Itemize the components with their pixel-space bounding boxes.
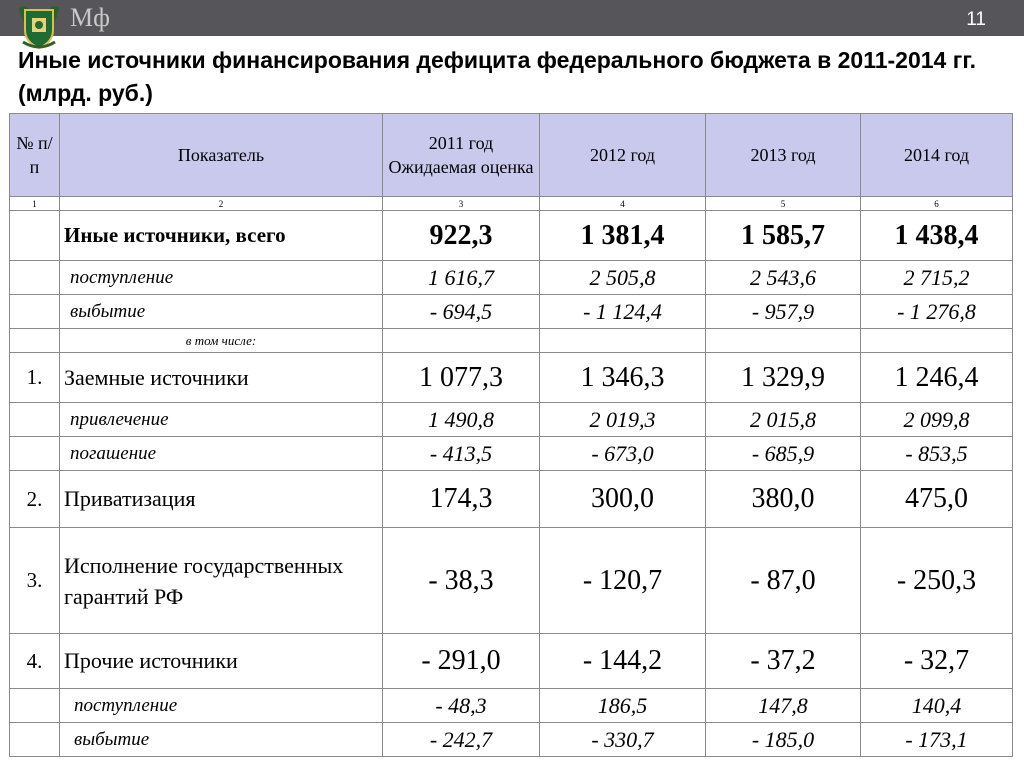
col-number: 6: [861, 197, 1013, 211]
value-cell: 2 099,8: [861, 403, 1013, 437]
column-numbers-row: [10, 197, 1013, 211]
col-number: 1: [10, 197, 60, 211]
value-cell: - 173,1: [861, 723, 1013, 757]
table-row-other-outflow: [10, 723, 1013, 757]
row-label: Прочие источники: [60, 634, 383, 689]
slide-title: Иные источники финансирования дефицита федерального бюджета в 2011-2014 гг. (млрд. руб.): [18, 47, 976, 106]
value-cell: 1 616,7: [383, 261, 540, 295]
value-cell: - 694,5: [383, 295, 540, 329]
value-cell: - 957,9: [706, 295, 861, 329]
row-index: 2.: [10, 471, 60, 528]
row-index: 4.: [10, 634, 60, 689]
col-header-num: № п/п: [10, 114, 60, 197]
value-cell: 186,5: [540, 689, 706, 723]
col-header-indicator: Показатель: [60, 114, 383, 197]
value-cell: 1 329,9: [706, 353, 861, 403]
col-number: 2: [60, 197, 383, 211]
value-cell: - 144,2: [540, 634, 706, 689]
value-cell: 300,0: [540, 471, 706, 528]
value-cell: - 1 276,8: [861, 295, 1013, 329]
value-cell: 1 077,3: [383, 353, 540, 403]
including-note: в том числе:: [60, 329, 383, 353]
row-index: [10, 295, 60, 329]
value-cell: 140,4: [861, 689, 1013, 723]
value-cell: - 291,0: [383, 634, 540, 689]
row-index: [10, 723, 60, 757]
row-index: [10, 437, 60, 471]
value-cell: - 330,7: [540, 723, 706, 757]
row-index: 3.: [10, 528, 60, 634]
table-row-loans: [10, 353, 1013, 403]
value-cell: 1 438,4: [861, 211, 1013, 261]
table-row-guarantees: [10, 528, 1013, 634]
row-label: привлечение: [60, 403, 383, 437]
value-cell: 1 346,3: [540, 353, 706, 403]
table-header-row: [10, 114, 1013, 197]
value-cell: 1 490,8: [383, 403, 540, 437]
table-row-loans-inflow: [10, 403, 1013, 437]
value-cell: - 853,5: [861, 437, 1013, 471]
value-cell: - 48,3: [383, 689, 540, 723]
value-cell: 380,0: [706, 471, 861, 528]
empty-cell: [540, 329, 706, 353]
value-cell: 2 543,6: [706, 261, 861, 295]
row-label: Исполнение государственных гарантий РФ: [60, 528, 383, 634]
value-cell: - 1 124,4: [540, 295, 706, 329]
row-label: погашение: [60, 437, 383, 471]
row-index: [10, 689, 60, 723]
value-cell: - 32,7: [861, 634, 1013, 689]
row-label: выбытие: [60, 295, 383, 329]
table-row-total: [10, 211, 1013, 261]
col-number: 5: [706, 197, 861, 211]
top-bar: [0, 0, 1024, 36]
value-cell: - 685,9: [706, 437, 861, 471]
table-row-other-inflow: [10, 689, 1013, 723]
slide-number: 11: [966, 9, 986, 30]
value-cell: - 242,7: [383, 723, 540, 757]
value-cell: - 250,3: [861, 528, 1013, 634]
row-label: поступление: [60, 689, 383, 723]
table-row-including: [10, 329, 1013, 353]
empty-cell: [383, 329, 540, 353]
table-row-total-outflow: [10, 295, 1013, 329]
value-cell: - 38,3: [383, 528, 540, 634]
value-cell: - 673,0: [540, 437, 706, 471]
budget-table: [9, 113, 1013, 757]
col-header-2012: 2012 год: [540, 114, 706, 197]
row-index: 1.: [10, 353, 60, 403]
value-cell: 922,3: [383, 211, 540, 261]
table-row-other: [10, 634, 1013, 689]
value-cell: - 87,0: [706, 528, 861, 634]
row-label: Приватизация: [60, 471, 383, 528]
value-cell: 2 019,3: [540, 403, 706, 437]
value-cell: 1 585,7: [706, 211, 861, 261]
col-header-2014: 2014 год: [861, 114, 1013, 197]
table-row-privatization: [10, 471, 1013, 528]
col-number: 3: [383, 197, 540, 211]
value-cell: - 185,0: [706, 723, 861, 757]
value-cell: 2 015,8: [706, 403, 861, 437]
empty-cell: [706, 329, 861, 353]
row-label: Заемные источники: [60, 353, 383, 403]
row-index: [10, 403, 60, 437]
value-cell: 1 381,4: [540, 211, 706, 261]
col-number: 4: [540, 197, 706, 211]
col-header-2011: 2011 год Ожидаемая оценка: [383, 114, 540, 197]
col-header-2013: 2013 год: [706, 114, 861, 197]
value-cell: 174,3: [383, 471, 540, 528]
row-index: [10, 211, 60, 261]
row-index: [10, 261, 60, 295]
row-label: выбытие: [60, 723, 383, 757]
table-row-loans-repayment: [10, 437, 1013, 471]
row-index: [10, 329, 60, 353]
value-cell: 147,8: [706, 689, 861, 723]
row-label: Иные источники, всего: [60, 211, 383, 261]
brand-text: Мф: [70, 3, 110, 32]
value-cell: 475,0: [861, 471, 1013, 528]
value-cell: - 37,2: [706, 634, 861, 689]
value-cell: - 413,5: [383, 437, 540, 471]
value-cell: 1 246,4: [861, 353, 1013, 403]
value-cell: 2 715,2: [861, 261, 1013, 295]
row-label: поступление: [60, 261, 383, 295]
value-cell: - 120,7: [540, 528, 706, 634]
emblem-logo: [16, 2, 62, 50]
empty-cell: [861, 329, 1013, 353]
value-cell: 2 505,8: [540, 261, 706, 295]
table-row-total-inflow: [10, 261, 1013, 295]
